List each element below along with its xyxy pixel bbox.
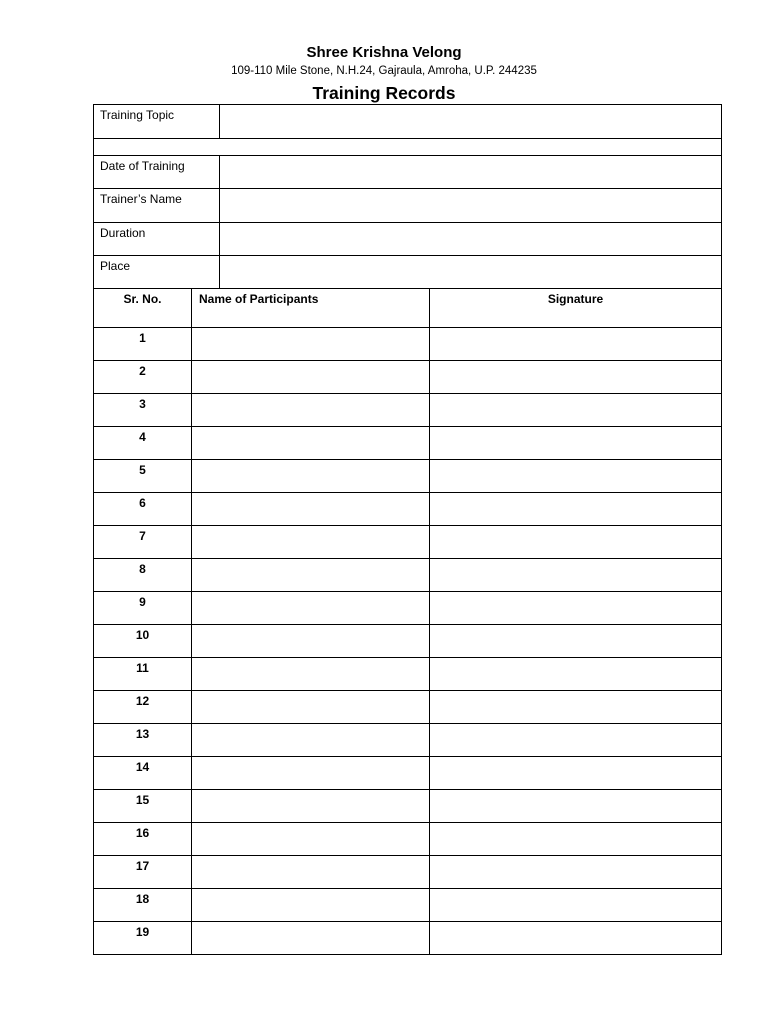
participant-name-field[interactable] bbox=[192, 889, 430, 922]
participant-row bbox=[94, 691, 722, 724]
signature-field[interactable] bbox=[430, 394, 722, 427]
date-of-training-row bbox=[94, 156, 722, 189]
sr-no-cell: 16 bbox=[94, 823, 192, 856]
duration-field[interactable] bbox=[220, 223, 722, 256]
trainers-name-field[interactable] bbox=[220, 189, 722, 223]
participant-rows bbox=[94, 328, 722, 955]
duration-row bbox=[94, 223, 722, 256]
document-title: Training Records bbox=[312, 83, 456, 103]
company-address: 109-110 Mile Stone, N.H.24, Gajraula, Amroha, U.P. 244235 bbox=[231, 65, 537, 77]
participant-name-field[interactable] bbox=[192, 328, 430, 361]
participant-name-field[interactable] bbox=[192, 823, 430, 856]
participant-name-field[interactable] bbox=[192, 757, 430, 790]
participants-table bbox=[93, 288, 722, 955]
signature-field[interactable] bbox=[430, 361, 722, 394]
participant-row bbox=[94, 460, 722, 493]
participant-row bbox=[94, 625, 722, 658]
participant-name-field[interactable] bbox=[192, 856, 430, 889]
sr-no-cell: 19 bbox=[94, 922, 192, 955]
signature-field[interactable] bbox=[430, 493, 722, 526]
sr-no-cell: 4 bbox=[94, 427, 192, 460]
signature-field[interactable] bbox=[430, 823, 722, 856]
sr-no-cell: 1 bbox=[94, 328, 192, 361]
sr-no-cell: 17 bbox=[94, 856, 192, 889]
participant-name-field[interactable] bbox=[192, 724, 430, 757]
participant-row bbox=[94, 361, 722, 394]
training-topic-row bbox=[94, 105, 722, 139]
participant-row bbox=[94, 823, 722, 856]
company-name: Shree Krishna Velong bbox=[306, 44, 462, 61]
duration-label: Duration bbox=[94, 223, 220, 256]
participant-name-field[interactable] bbox=[192, 559, 430, 592]
signature-field[interactable] bbox=[430, 460, 722, 493]
signature-field[interactable] bbox=[430, 757, 722, 790]
signature-field[interactable] bbox=[430, 724, 722, 757]
signature-field[interactable] bbox=[430, 790, 722, 823]
place-row bbox=[94, 256, 722, 289]
participant-name-field[interactable] bbox=[192, 460, 430, 493]
signature-field[interactable] bbox=[430, 427, 722, 460]
signature-field[interactable] bbox=[430, 922, 722, 955]
participant-row bbox=[94, 493, 722, 526]
trainers-name-label: Trainer’s Name bbox=[94, 189, 220, 223]
participant-row bbox=[94, 592, 722, 625]
signature-field[interactable] bbox=[430, 328, 722, 361]
training-info-table bbox=[93, 104, 722, 289]
participant-name-field[interactable] bbox=[192, 922, 430, 955]
sr-no-cell: 7 bbox=[94, 526, 192, 559]
signature-field[interactable] bbox=[430, 691, 722, 724]
participant-row bbox=[94, 790, 722, 823]
sr-no-cell: 6 bbox=[94, 493, 192, 526]
sr-no-cell: 15 bbox=[94, 790, 192, 823]
signature-field[interactable] bbox=[430, 592, 722, 625]
place-field[interactable] bbox=[220, 256, 722, 289]
signature-header: Signature bbox=[430, 289, 722, 328]
participant-name-field[interactable] bbox=[192, 790, 430, 823]
participant-name-header: Name of Participants bbox=[192, 289, 430, 328]
spacer-row bbox=[94, 139, 722, 156]
signature-field[interactable] bbox=[430, 526, 722, 559]
participant-row bbox=[94, 856, 722, 889]
sr-no-cell: 14 bbox=[94, 757, 192, 790]
date-of-training-field[interactable] bbox=[220, 156, 722, 189]
sr-no-cell: 13 bbox=[94, 724, 192, 757]
sr-no-cell: 3 bbox=[94, 394, 192, 427]
participant-name-field[interactable] bbox=[192, 691, 430, 724]
date-of-training-label: Date of Training bbox=[94, 156, 220, 189]
participant-name-field[interactable] bbox=[192, 493, 430, 526]
sr-no-header: Sr. No. bbox=[94, 289, 192, 328]
signature-field[interactable] bbox=[430, 625, 722, 658]
participant-name-field[interactable] bbox=[192, 625, 430, 658]
spacer-cell bbox=[94, 139, 722, 156]
trainers-name-row bbox=[94, 189, 722, 223]
participant-row bbox=[94, 757, 722, 790]
signature-field[interactable] bbox=[430, 559, 722, 592]
sr-no-cell: 12 bbox=[94, 691, 192, 724]
participant-name-field[interactable] bbox=[192, 592, 430, 625]
participant-name-field[interactable] bbox=[192, 427, 430, 460]
participant-name-field[interactable] bbox=[192, 361, 430, 394]
participant-row bbox=[94, 559, 722, 592]
sr-no-cell: 10 bbox=[94, 625, 192, 658]
signature-field[interactable] bbox=[430, 856, 722, 889]
signature-field[interactable] bbox=[430, 658, 722, 691]
participant-row bbox=[94, 922, 722, 955]
participant-row bbox=[94, 724, 722, 757]
participant-row bbox=[94, 889, 722, 922]
participant-name-field[interactable] bbox=[192, 658, 430, 691]
training-topic-label: Training Topic bbox=[94, 105, 220, 139]
participant-name-field[interactable] bbox=[192, 526, 430, 559]
signature-field[interactable] bbox=[430, 889, 722, 922]
participant-row bbox=[94, 427, 722, 460]
participant-row bbox=[94, 658, 722, 691]
sr-no-cell: 18 bbox=[94, 889, 192, 922]
sr-no-cell: 2 bbox=[94, 361, 192, 394]
place-label: Place bbox=[94, 256, 220, 289]
sr-no-cell: 9 bbox=[94, 592, 192, 625]
participant-row bbox=[94, 394, 722, 427]
participant-row bbox=[94, 526, 722, 559]
participants-header-row bbox=[94, 289, 722, 328]
sr-no-cell: 8 bbox=[94, 559, 192, 592]
training-topic-field[interactable] bbox=[220, 105, 722, 139]
sr-no-cell: 11 bbox=[94, 658, 192, 691]
sr-no-cell: 5 bbox=[94, 460, 192, 493]
participant-name-field[interactable] bbox=[192, 394, 430, 427]
participant-row bbox=[94, 328, 722, 361]
